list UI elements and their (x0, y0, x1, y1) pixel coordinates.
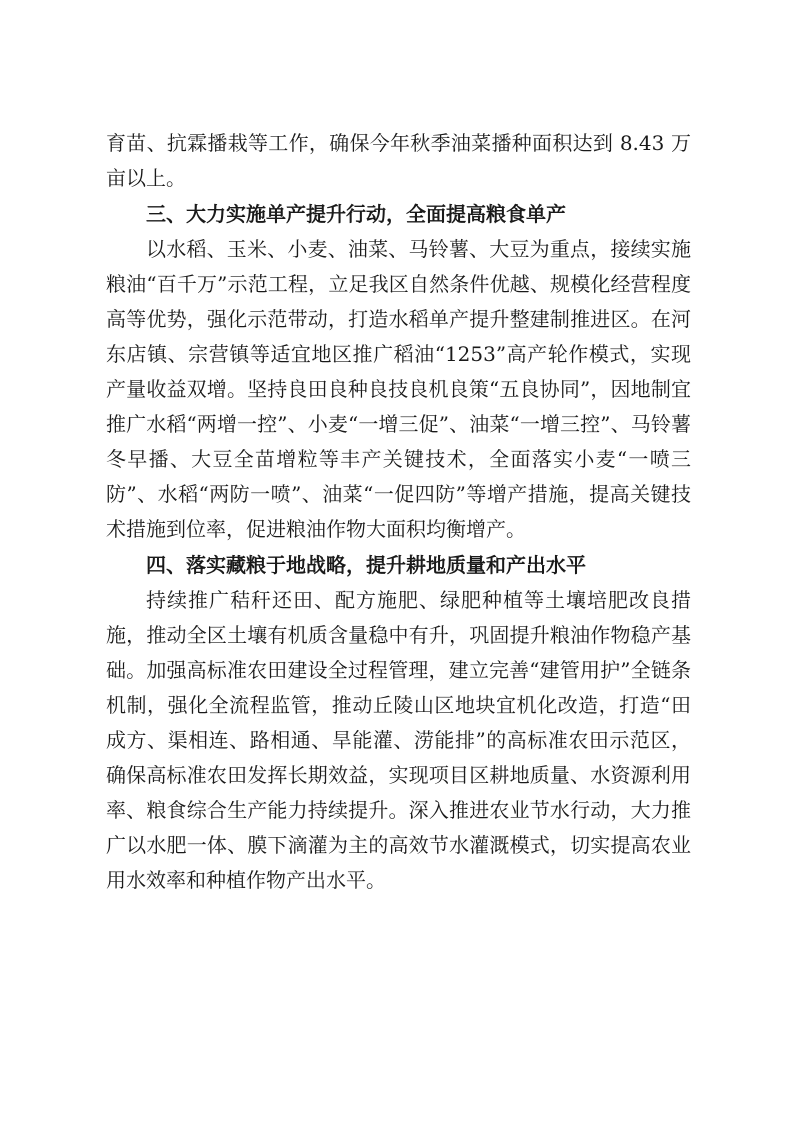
document-body (106, 126, 691, 898)
section-four-heading: 四、落实藏粮于地战略，提升耕地质量和产出水平 (146, 553, 586, 577)
section-four-paragraph: 持续推广秸秆还田、配方施肥、绿肥种植等土壤培肥改良措施，推动全区土壤有机质含量稳中有升，巩固提升粮油作物稳产基础。加强高标准农田建设全过程管理，建立完善“建管用护”全链条机制，强化全流程监管，推动丘陵山区地块宜机化改造，打造“田成方、渠相连、路相通、旱能灌、涝能排”的高标准农田示范区，确保高标准农田发挥长期效益，实现项目区耕地质量、水资源利用率、粮食综合生产能力持续提升。深入推进农业节水行动，大力推广以水肥一体、膜下滴灌为主的高效节水灌溉模式，切实提高农业用水效率和种植作物产出水平。 (106, 588, 691, 892)
section-three-heading: 三、大力实施单产提升行动，全面提高粮食单产 (146, 202, 566, 226)
continued-paragraph: 育苗、抗霖播栽等工作，确保今年秋季油菜播种面积达到 8.43 万亩以上。 (106, 131, 691, 190)
section-three-paragraph: 以水稻、玉米、小麦、油菜、马铃薯、大豆为重点，接续实施粮油“百千万”示范工程，立足我区自然条件优越、规模化经营程度高等优势，强化示范带动，打造水稻单产提升整建制推进区。在河东店镇、宗营镇等适宜地区推广稻油“1253”高产轮作模式，实现产量收益双增。坚持良田良种良技良机良策“五良协同”，因地制宜推广水稻“两增一控”、小麦“一增三促”、油菜“一增三控”、马铃薯冬早播、大豆全苗增粒等丰产关键技术，全面落实小麦“一喷三防”、水稻“两防一喷”、油菜“一促四防”等增产措施，提高关键技术措施到位率，促进粮油作物大面积均衡增产。 (106, 237, 691, 541)
